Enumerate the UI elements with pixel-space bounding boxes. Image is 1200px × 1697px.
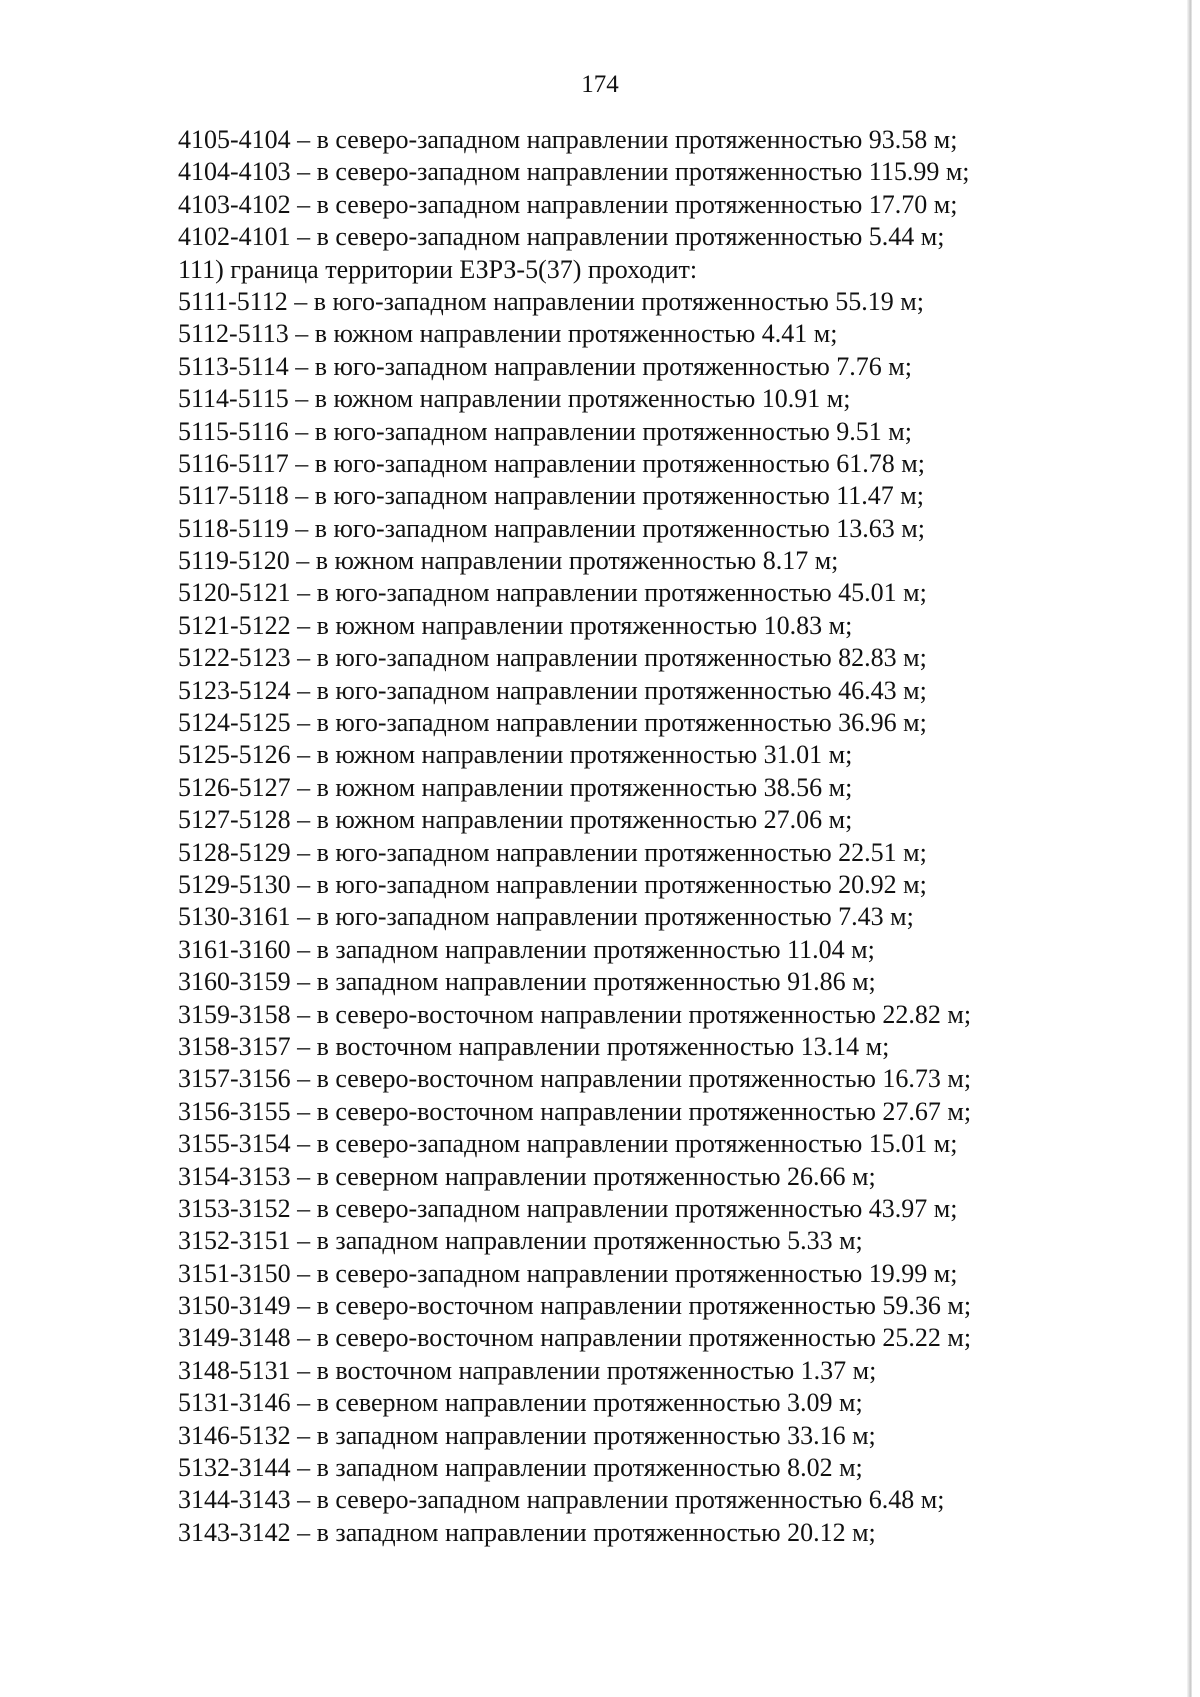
text-line: 3149-3148 – в северо-восточном направлении протяженностью 25.22 м; [178, 1323, 972, 1353]
text-line: 5122-5123 – в юго-западном направлении протяженностью 82.83 м; [178, 643, 927, 673]
text-line: 5119-5120 – в южном направлении протяженностью 8.17 м; [178, 546, 839, 576]
text-line: 3144-3143 – в северо-западном направлении протяженностью 6.48 м; [178, 1485, 945, 1515]
text-line: 3154-3153 – в северном направлении протяженностью 26.66 м; [178, 1161, 876, 1191]
text-line: 3152-3151 – в западном направлении протяженностью 5.33 м; [178, 1226, 863, 1256]
text-line: 3146-5132 – в западном направлении протяженностью 33.16 м; [178, 1420, 876, 1450]
text-line: 4103-4102 – в северо-западном направлении протяженностью 17.70 м; [178, 189, 958, 219]
text-line: 5113-5114 – в юго-западном направлении протяженностью 7.76 м; [178, 351, 912, 381]
text-line: 3155-3154 – в северо-западном направлении протяженностью 15.01 м; [178, 1129, 958, 1159]
text-line: 5116-5117 – в юго-западном направлении протяженностью 61.78 м; [178, 448, 925, 478]
text-line: 3159-3158 – в северо-восточном направлении протяженностью 22.82 м; [178, 999, 972, 1029]
text-line: 3143-3142 – в западном направлении протяженностью 20.12 м; [178, 1517, 876, 1547]
text-line: 5121-5122 – в южном направлении протяженностью 10.83 м; [178, 610, 853, 640]
text-line: 5126-5127 – в южном направлении протяженностью 38.56 м; [178, 772, 853, 802]
text-line: 3156-3155 – в северо-восточном направлении протяженностью 27.67 м; [178, 1096, 972, 1126]
text-line: 5120-5121 – в юго-западном направлении протяженностью 45.01 м; [178, 578, 927, 608]
text-line: 5129-5130 – в юго-западном направлении протяженностью 20.92 м; [178, 869, 927, 899]
text-line: 5117-5118 – в юго-западном направлении протяженностью 11.47 м; [178, 481, 924, 511]
text-line: 5125-5126 – в южном направлении протяженностью 31.01 м; [178, 740, 853, 770]
scan-edge-shadow [1187, 0, 1192, 1697]
text-line: 5127-5128 – в южном направлении протяженностью 27.06 м; [178, 805, 853, 835]
text-line: 5111-5112 – в юго-западном направлении протяженностью 55.19 м; [178, 286, 924, 316]
text-line: 3158-3157 – в восточном направлении протяженностью 13.14 м; [178, 1031, 890, 1061]
text-line: 4104-4103 – в северо-западном направлении протяженностью 115.99 м; [178, 157, 970, 187]
page-number: 174 [581, 71, 619, 98]
text-line: 5118-5119 – в юго-западном направлении протяженностью 13.63 м; [178, 513, 925, 543]
text-line: 3153-3152 – в северо-западном направлении протяженностью 43.97 м; [178, 1193, 958, 1223]
section-heading: 111) граница территории ЕЗРЗ-5(37) проходит: [178, 254, 698, 284]
text-line: 5131-3146 – в северном направлении протяженностью 3.09 м; [178, 1388, 863, 1418]
text-line: 5114-5115 – в южном направлении протяженностью 10.91 м; [178, 384, 851, 414]
text-line: 5115-5116 – в юго-западном направлении протяженностью 9.51 м; [178, 416, 912, 446]
text-line: 5112-5113 – в южном направлении протяженностью 4.41 м; [178, 319, 838, 349]
text-line: 5123-5124 – в юго-западном направлении протяженностью 46.43 м; [178, 675, 927, 705]
boundary-description-text [178, 124, 1078, 1549]
text-line: 4105-4104 – в северо-западном направлении протяженностью 93.58 м; [178, 125, 958, 154]
text-line: 5128-5129 – в юго-западном направлении протяженностью 22.51 м; [178, 837, 927, 867]
text-line: 3150-3149 – в северо-восточном направлении протяженностью 59.36 м; [178, 1291, 972, 1321]
text-line: 3160-3159 – в западном направлении протяженностью 91.86 м; [178, 967, 876, 997]
text-line: 4102-4101 – в северо-западном направлении протяженностью 5.44 м; [178, 222, 945, 252]
text-line: 3148-5131 – в восточном направлении протяженностью 1.37 м; [178, 1355, 877, 1385]
text-line: 5124-5125 – в юго-западном направлении протяженностью 36.96 м; [178, 708, 927, 738]
text-line: 3157-3156 – в северо-восточном направлении протяженностью 16.73 м; [178, 1064, 972, 1094]
text-line: 3161-3160 – в западном направлении протяженностью 11.04 м; [178, 934, 875, 964]
text-line: 3151-3150 – в северо-западном направлении протяженностью 19.99 м; [178, 1258, 958, 1288]
text-line: 5130-3161 – в юго-западном направлении протяженностью 7.43 м; [178, 902, 914, 932]
text-line: 5132-3144 – в западном направлении протяженностью 8.02 м; [178, 1453, 863, 1483]
